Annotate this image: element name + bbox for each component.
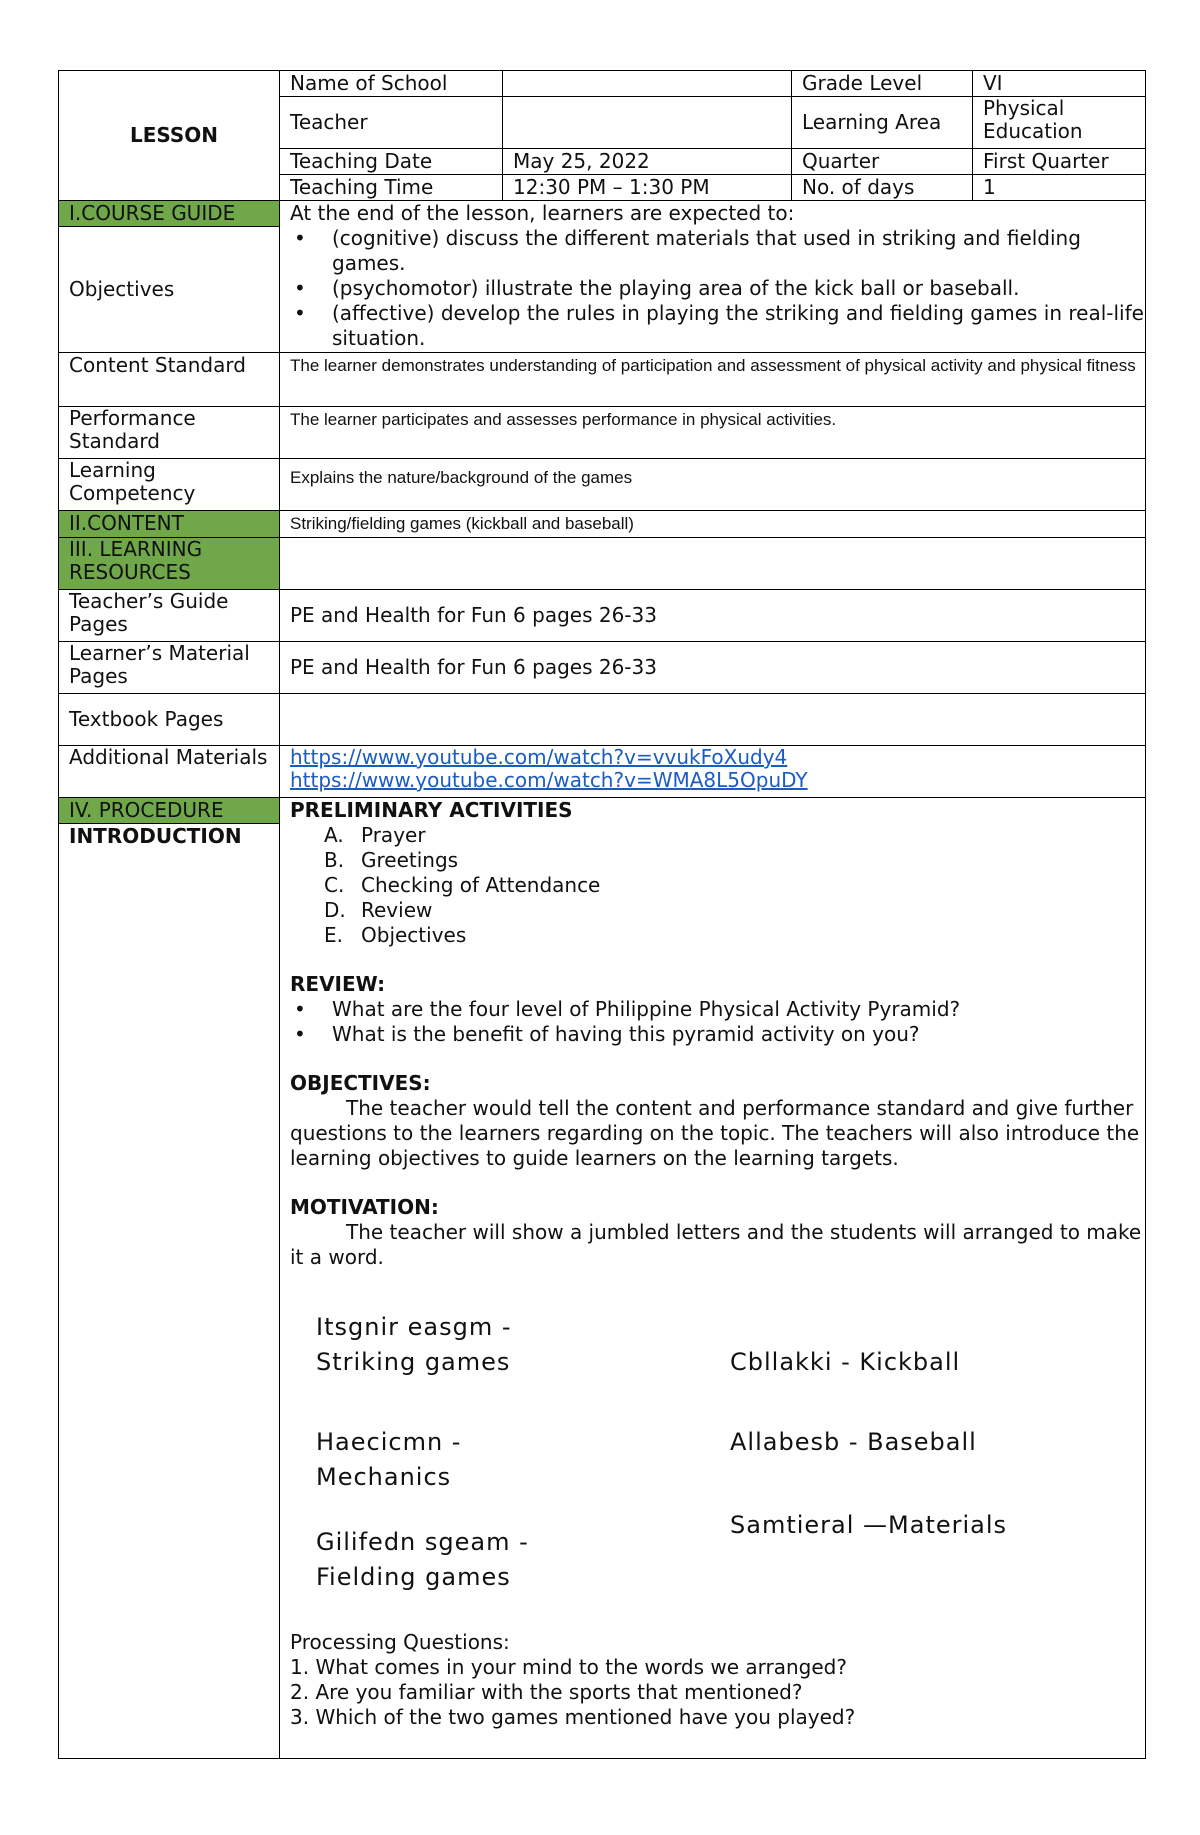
prelim-marker: E. xyxy=(324,923,343,947)
date-value: May 25, 2022 xyxy=(503,149,792,175)
lm-label: Learner’s Material Pages xyxy=(59,642,280,694)
content-standard-label: Content Standard xyxy=(59,353,280,407)
prelim-text: Objectives xyxy=(361,923,467,947)
teacher-label: Teacher xyxy=(280,97,503,149)
jumbled-word-1 xyxy=(316,1310,511,1380)
prelim-list xyxy=(290,823,1145,948)
time-value: 12:30 PM – 1:30 PM xyxy=(503,175,792,201)
jumbled-word-2-line2: Mechanics xyxy=(316,1463,452,1491)
processing-item: 3. Which of the two games mentioned have you played? xyxy=(290,1705,856,1729)
days-label: No. of days xyxy=(792,175,973,201)
date-label: Teaching Date xyxy=(280,149,503,175)
prelim-text: Checking of Attendance xyxy=(361,873,601,897)
prelim-item xyxy=(290,848,1145,873)
lesson-label: LESSON xyxy=(59,71,280,201)
jumbled-word-5: Allabesb - Baseball xyxy=(730,1428,977,1456)
performance-standard-value: The learner participates and assesses performance in physical activities. xyxy=(280,407,1146,459)
quarter-value: First Quarter xyxy=(973,149,1146,175)
processing-heading: Processing Questions: xyxy=(290,1630,510,1654)
prelim-item xyxy=(290,923,1145,948)
jumbled-word-3 xyxy=(316,1525,529,1595)
prelim-marker: B. xyxy=(324,848,345,872)
jumbled-word-2 xyxy=(316,1425,461,1495)
motivation-heading: MOTIVATION: xyxy=(290,1195,439,1219)
performance-standard-label: Performance Standard xyxy=(59,407,280,459)
prelim-item xyxy=(290,898,1145,923)
review-list xyxy=(290,997,1145,1047)
content-value: Striking/fielding games (kickball and baseball) xyxy=(280,511,1146,538)
processing-item: 2. Are you familiar with the sports that mentioned? xyxy=(290,1680,803,1704)
course-guide-section: I.COURSE GUIDE xyxy=(59,201,280,227)
review-heading: REVIEW: xyxy=(290,972,386,996)
prelim-marker: D. xyxy=(324,898,346,922)
tg-value: PE and Health for Fun 6 pages 26-33 xyxy=(280,590,1146,642)
objectives-list xyxy=(290,226,1145,351)
motivation-text: The teacher will show a jumbled letters and the students will arranged to make it a word. xyxy=(290,1220,1142,1269)
resources-section: III. LEARNING RESOURCES xyxy=(59,538,280,590)
competency-value: Explains the nature/background of the games xyxy=(280,459,1146,511)
additional-label: Additional Materials xyxy=(59,746,280,798)
prelim-text: Prayer xyxy=(361,823,426,847)
jumbled-word-1-line1: Itsgnir easgm - xyxy=(316,1313,512,1341)
days-value: 1 xyxy=(973,175,1146,201)
review-item: • What are the four level of Philippine Physical Activity Pyramid? xyxy=(332,997,1145,1022)
time-label: Teaching Time xyxy=(280,175,503,201)
prelim-marker: A. xyxy=(324,823,344,847)
content-standard-value: The learner demonstrates understanding of participation and assessment of physical activity and physical fitness xyxy=(280,353,1146,407)
school-label: Name of School xyxy=(280,71,503,97)
procedure-section: IV. PROCEDURE xyxy=(59,798,280,824)
jumbled-word-2-line1: Haecicmn - xyxy=(316,1428,462,1456)
jumbled-word-6: Samtieral —Materials xyxy=(730,1511,1008,1539)
competency-label: Learning Competency xyxy=(59,459,280,511)
jumbled-word-4: Cbllakki - Kickball xyxy=(730,1348,961,1376)
objective-item: • (cognitive) discuss the different materials that used in striking and fielding games. xyxy=(332,226,1145,276)
procedure-body xyxy=(280,798,1146,1759)
prelim-marker: C. xyxy=(324,873,345,897)
prelim-item xyxy=(290,873,1145,898)
school-value xyxy=(503,71,792,97)
review-item: • What is the benefit of having this pyramid activity on you? xyxy=(332,1022,1145,1047)
lesson-plan-document xyxy=(58,70,1145,1759)
jumbled-word-3-line1: Gilifedn sgeam - xyxy=(316,1528,529,1556)
teacher-value xyxy=(503,97,792,149)
objective-item: • (affective) develop the rules in playing the striking and fielding games in real-life situation. xyxy=(332,301,1145,351)
tb-value xyxy=(280,694,1146,746)
additional-links xyxy=(280,746,1146,798)
objectives-text: The teacher would tell the content and performance standard and give further questions to the learners regarding on the topic. The teachers will also introduce the learning objectives to guide learners on the learning targets. xyxy=(290,1096,1140,1170)
lm-value: PE and Health for Fun 6 pages 26-33 xyxy=(280,642,1146,694)
area-label: Learning Area xyxy=(792,97,973,149)
video-link-1[interactable]: https://www.youtube.com/watch?v=vvukFoXudy4 xyxy=(290,745,788,769)
tg-label: Teacher’s Guide Pages xyxy=(59,590,280,642)
prelim-heading: PRELIMINARY ACTIVITIES xyxy=(290,798,573,822)
objectives-label: Objectives xyxy=(59,227,280,353)
grade-value: VI xyxy=(973,71,1146,97)
lesson-plan-table xyxy=(58,70,1146,1759)
objectives-heading: OBJECTIVES: xyxy=(290,1071,431,1095)
prelim-text: Review xyxy=(361,898,433,922)
jumbled-word-1-line2: Striking games xyxy=(316,1348,511,1376)
introduction-label: INTRODUCTION xyxy=(59,824,280,1759)
prelim-item xyxy=(290,823,1145,848)
jumbled-word-3-line2: Fielding games xyxy=(316,1563,511,1591)
content-section: II.CONTENT xyxy=(59,511,280,538)
area-value: Physical Education xyxy=(973,97,1146,149)
processing-item: 1. What comes in your mind to the words we arranged? xyxy=(290,1655,847,1679)
objectives-intro: At the end of the lesson, learners are expected to: xyxy=(290,201,795,225)
video-link-2[interactable]: https://www.youtube.com/watch?v=WMA8L5OpuDY xyxy=(290,768,808,792)
objective-item: • (psychomotor) illustrate the playing area of the kick ball or baseball. xyxy=(332,276,1145,301)
quarter-label: Quarter xyxy=(792,149,973,175)
jumbled-words-image xyxy=(290,1270,1145,1630)
objectives-cell xyxy=(280,201,1146,353)
grade-label: Grade Level xyxy=(792,71,973,97)
prelim-text: Greetings xyxy=(361,848,459,872)
tb-label: Textbook Pages xyxy=(59,694,280,746)
resources-empty xyxy=(280,538,1146,590)
